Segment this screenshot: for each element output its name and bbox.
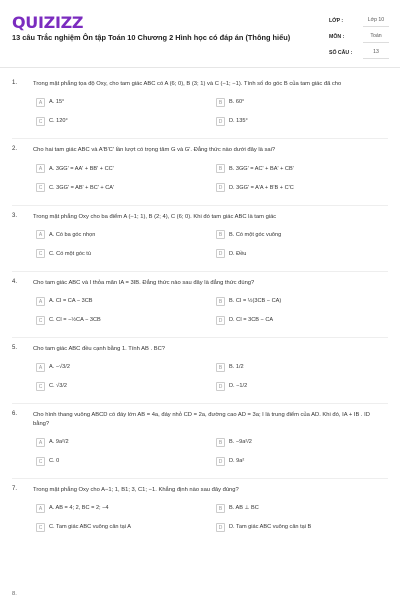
option-text: C. Có một góc tù xyxy=(49,250,91,257)
option-grid xyxy=(36,295,386,326)
option-grid xyxy=(36,502,386,533)
question-item xyxy=(0,279,400,338)
option-text: B. Có một góc vuông xyxy=(229,231,282,238)
question-divider xyxy=(12,337,388,338)
quizizz-logo: QUIZIZZ xyxy=(12,13,84,32)
meta-panel xyxy=(329,13,389,61)
option-b[interactable] xyxy=(216,361,386,373)
question-number: 4. xyxy=(12,278,18,285)
option-letter-box: A xyxy=(36,363,45,372)
meta-row-class xyxy=(329,13,389,29)
option-text: C. 3GG' = AB' + BC' + CA' xyxy=(49,184,115,191)
option-letter-box: B xyxy=(216,438,225,447)
question-item xyxy=(0,80,400,139)
option-c[interactable] xyxy=(36,455,216,467)
option-text: D. Tam giác ABC vuông cân tại B xyxy=(229,524,312,531)
question-divider xyxy=(12,138,388,139)
option-letter-box: A xyxy=(36,98,45,107)
question-item xyxy=(0,146,400,205)
option-a[interactable] xyxy=(36,502,216,514)
option-letter-box: D xyxy=(216,183,225,192)
option-letter-box: A xyxy=(36,438,45,447)
option-b[interactable] xyxy=(216,502,386,514)
question-number: 5. xyxy=(12,345,18,352)
option-text: C. √3/2 xyxy=(49,383,67,390)
option-text: A. AB = 4; 2, BC = 2; −4 xyxy=(49,505,109,512)
option-letter-box: D xyxy=(216,523,225,532)
option-text: C. CI = −½CA − 3CB xyxy=(49,317,101,324)
meta-value: 13 xyxy=(363,47,389,59)
question-text: Cho tam giác ABC đều cạnh bằng 1. Tính AB . BC? xyxy=(33,346,166,353)
option-text: B. AB ⊥ BC xyxy=(229,505,259,512)
option-d[interactable] xyxy=(216,380,386,392)
question-number: 3. xyxy=(12,212,18,219)
question-number: 2. xyxy=(12,146,18,153)
option-a[interactable] xyxy=(36,295,216,307)
option-b[interactable] xyxy=(216,295,386,307)
option-text: D. 9a² xyxy=(229,458,245,465)
question-divider xyxy=(12,271,388,272)
option-a[interactable] xyxy=(36,163,216,175)
option-letter-box: C xyxy=(36,249,45,258)
option-grid xyxy=(36,436,386,467)
option-letter-box: C xyxy=(36,316,45,325)
question-number: 1. xyxy=(12,80,18,86)
option-grid xyxy=(36,229,386,260)
option-letter-box: B xyxy=(216,504,225,513)
option-letter-box: A xyxy=(36,297,45,306)
option-text: D. CI = 3CB − CA xyxy=(229,317,274,324)
option-letter-box: B xyxy=(216,297,225,306)
option-text: A. 9a²/2 xyxy=(49,439,69,446)
option-text: C. 120° xyxy=(49,118,68,125)
question-text: Trong mặt phẳng tọa độ Oxy, cho tam giác ABC có A (6; 0), B (3; 1) và C (−1; −1). Tính số đo góc B của tam giác đã cho xyxy=(33,81,342,87)
option-text: D. 135° xyxy=(229,118,248,125)
option-text: B. CI = ½(3CB − CA) xyxy=(229,298,282,305)
option-b[interactable] xyxy=(216,96,386,108)
option-text: B. 1/2 xyxy=(229,364,244,371)
option-letter-box: D xyxy=(216,316,225,325)
page-title: 13 câu Trắc nghiệm Ôn tập Toán 10 Chương 2 Hình học có đáp án (Thông hiểu) xyxy=(12,33,291,42)
option-letter-box: C xyxy=(36,523,45,532)
option-text: B. 3GG' = AC' + BA' + CB' xyxy=(229,165,294,172)
option-text: C. 0 xyxy=(49,458,60,465)
option-letter-box: B xyxy=(216,98,225,107)
question-divider xyxy=(12,403,388,404)
option-letter-box: D xyxy=(216,249,225,258)
question-item xyxy=(0,213,400,272)
option-d[interactable] xyxy=(216,314,386,326)
meta-label: MÔN : xyxy=(329,34,345,40)
meta-value: Lớp 10 xyxy=(363,15,389,27)
option-text: B. −9a²/2 xyxy=(229,439,252,446)
header-divider xyxy=(0,67,400,68)
option-text: A. 15° xyxy=(49,99,65,106)
option-b[interactable] xyxy=(216,436,386,448)
question-text: Cho hai tam giác ABC và A'B'C' lần lượt có trọng tâm G và G'. Đẳng thức nào dưới đây là sai? xyxy=(33,147,276,154)
option-text: D. Đều xyxy=(229,250,247,257)
option-letter-box: B xyxy=(216,363,225,372)
option-letter-box: B xyxy=(216,164,225,173)
option-text: C. Tam giác ABC vuông cân tại A xyxy=(49,524,131,531)
option-text: A. −√3/2 xyxy=(49,364,70,371)
question-text: Cho tam giác ABC và I thỏa mãn IA = 3IB. Đẳng thức nào sau đây là đẳng thức đúng? xyxy=(33,279,255,286)
question-text: Trong mặt phẳng Oxy cho A−1; 1, B1; 3, C1; −1. Khẳng định nào sau đây đúng? xyxy=(33,487,239,494)
option-grid xyxy=(36,361,386,392)
option-text: D. 3GG' = A'A + B'B + C'C xyxy=(229,184,294,191)
option-a[interactable] xyxy=(36,436,216,448)
option-grid xyxy=(36,163,386,194)
meta-label: LỚP : xyxy=(329,18,344,24)
meta-value: Toán xyxy=(363,31,389,43)
option-d[interactable] xyxy=(216,115,386,127)
next-question-number: 8. xyxy=(12,591,17,597)
option-text: D. −1/2 xyxy=(229,383,248,390)
option-c[interactable] xyxy=(36,115,216,127)
option-text: A. Có ba góc nhọn xyxy=(49,231,96,238)
option-letter-box: A xyxy=(36,230,45,239)
option-c[interactable] xyxy=(36,521,216,533)
option-text: B. 60° xyxy=(229,99,245,106)
meta-row-count xyxy=(329,45,389,61)
meta-row-subject xyxy=(329,29,389,45)
option-letter-box: A xyxy=(36,164,45,173)
option-letter-box: C xyxy=(36,183,45,192)
question-divider xyxy=(12,478,388,479)
option-a[interactable] xyxy=(36,96,216,108)
option-c[interactable] xyxy=(36,248,216,260)
option-text: A. 3GG' = AA' + BB' + CC' xyxy=(49,165,114,172)
option-letter-box: D xyxy=(216,117,225,126)
option-d[interactable] xyxy=(216,248,386,260)
question-item xyxy=(0,486,400,533)
option-d[interactable] xyxy=(216,455,386,467)
option-letter-box: D xyxy=(216,457,225,466)
option-letter-box: C xyxy=(36,117,45,126)
question-number: 7. xyxy=(12,486,18,493)
question-list xyxy=(0,80,400,540)
question-item xyxy=(0,345,400,404)
question-text: Trong mặt phẳng Oxy cho ba điểm A (−1; 1), B (2; 4), C (6; 0). Khi đó tam giác ABC là tam giác xyxy=(33,213,277,220)
option-d[interactable] xyxy=(216,182,386,194)
option-c[interactable] xyxy=(36,314,216,326)
option-c[interactable] xyxy=(36,380,216,392)
option-b[interactable] xyxy=(216,229,386,241)
option-letter-box: C xyxy=(36,457,45,466)
question-divider xyxy=(12,205,388,206)
option-a[interactable] xyxy=(36,229,216,241)
option-text: A. CI = CA − 3CB xyxy=(49,298,93,305)
option-b[interactable] xyxy=(216,163,386,175)
question-item xyxy=(0,411,400,479)
option-letter-box: D xyxy=(216,382,225,391)
option-d[interactable] xyxy=(216,521,386,533)
question-number: 6. xyxy=(12,411,18,418)
option-c[interactable] xyxy=(36,182,216,194)
option-letter-box: C xyxy=(36,382,45,391)
question-text: Cho hình thang vuông ABCD có đáy lớn AB = 4a, đáy nhỏ CD = 2a, đường cao AD = 3a; I là trung điểm của AD. Khi đó, IA + IB . ID bằng? xyxy=(33,412,370,427)
option-letter-box: A xyxy=(36,504,45,513)
option-grid xyxy=(36,96,386,127)
meta-label: SỐ CÂU : xyxy=(329,50,353,56)
option-letter-box: B xyxy=(216,230,225,239)
option-a[interactable] xyxy=(36,361,216,373)
